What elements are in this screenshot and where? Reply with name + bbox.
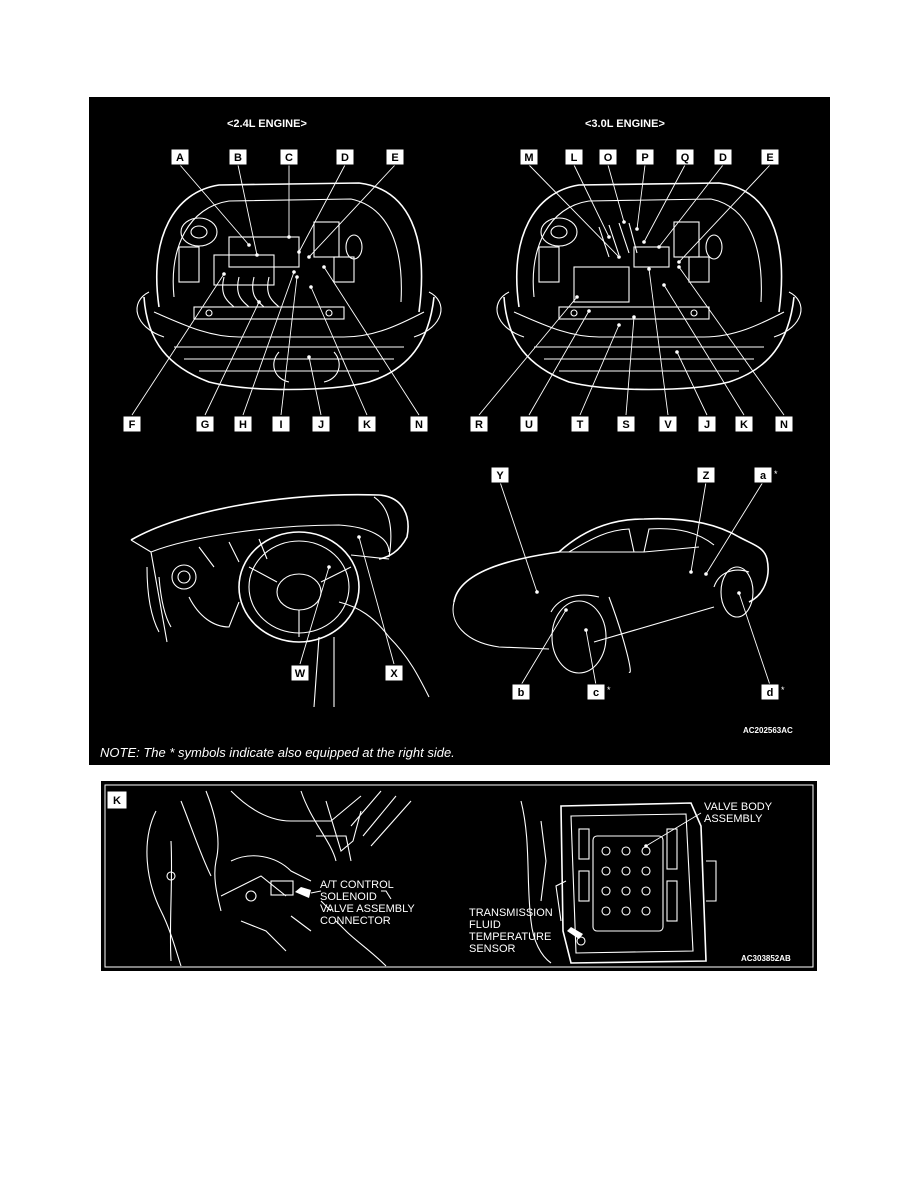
label-box-c [587,684,605,700]
label-box-K [358,416,376,432]
label-box-R [470,416,488,432]
sensor-label-line-2: FLUID [469,919,501,931]
label-box-Z [697,467,715,483]
valve-assembly-panel [101,781,817,971]
valve-body-label [704,801,775,825]
star-c: * [607,685,611,695]
sensor-label-line-4: SENSOR [469,943,516,955]
label-box-C [280,149,298,165]
svg-text:J: J [703,419,711,431]
labels-interior [291,665,403,681]
label-box-Q [676,149,694,165]
svg-text:M: M [524,152,534,164]
title-3-0l-engine: <3.0L ENGINE> [585,118,665,130]
label-box-I [272,416,290,432]
leaders-2-4l [132,165,419,415]
solenoid-label-line-1: A/T CONTROL [320,879,394,891]
svg-text:E: E [391,152,399,164]
label-box-H [234,416,252,432]
svg-text:E: E [766,152,774,164]
svg-text:Q: Q [680,152,690,164]
label-box-V [659,416,677,432]
label-box-E [386,149,404,165]
label-box-G [196,416,214,432]
star-a: * [774,469,778,479]
labels-3-0l-top [520,149,779,165]
figure-code-top: AC202563AC [743,726,793,735]
svg-text:L: L [570,152,578,164]
svg-text:G: G [200,419,210,431]
svg-text:R: R [475,419,483,431]
sensor-label-line-1: TRANSMISSION [469,907,553,919]
svg-text:c: c [592,687,600,699]
svg-text:K: K [363,419,371,431]
svg-text:D: D [341,152,349,164]
leaders-3-0l [479,165,784,415]
label-box-L [565,149,583,165]
label-box-E-3-0l [761,149,779,165]
valve-body-label-line-2: ASSEMBLY [704,813,763,825]
svg-text:F: F [128,419,136,431]
svg-text:S: S [622,419,630,431]
svg-text:H: H [239,419,247,431]
valve-body-leader [646,813,701,846]
valve-body-label-line-1: VALVE BODY [704,801,772,813]
svg-text:V: V [664,419,672,431]
car-side-view-drawing [453,519,768,673]
label-box-N [410,416,428,432]
svg-text:b: b [517,687,525,699]
svg-text:U: U [525,419,533,431]
svg-text:Y: Y [496,470,504,482]
label-box-P [636,149,654,165]
label-box-U [520,416,538,432]
label-box-F [123,416,141,432]
label-box-K-3-0l [735,416,753,432]
svg-text:J: J [317,419,325,431]
leaders-car [500,482,770,685]
valve-assembly-diagram [101,781,817,971]
svg-text:P: P [641,152,649,164]
svg-text:D: D [719,152,727,164]
label-box-d [761,684,779,700]
label-box-K-detail [107,791,127,809]
label-box-a [754,467,772,483]
solenoid-label-line-3: VALVE ASSEMBLY [320,903,415,915]
svg-text:B: B [234,152,242,164]
label-box-M [520,149,538,165]
svg-text:a: a [759,470,767,482]
component-location-diagram [89,97,830,765]
solenoid-label-line-2: SOLENOID [320,891,377,903]
svg-text:d: d [766,687,774,699]
figure-code-bottom: AC303852AB [741,954,791,963]
label-box-S [617,416,635,432]
title-2-4l-engine: <2.4L ENGINE> [227,118,307,130]
label-box-D-3-0l [714,149,732,165]
svg-text:W: W [294,668,306,680]
labels-2-4l-top [171,149,404,165]
sensor-label-line-3: TEMPERATURE [469,931,552,943]
engine-bay-3-0l-drawing [497,183,801,390]
label-box-N-3-0l [775,416,793,432]
labels-3-0l-bottom [470,416,793,432]
label-box-O [599,149,617,165]
solenoid-label [320,879,418,927]
label-box-J [312,416,330,432]
svg-text:C: C [285,152,293,164]
solenoid-pointer-arrow [295,887,311,898]
svg-text:O: O [603,152,613,164]
svg-text:K: K [740,419,748,431]
solenoid-label-line-4: CONNECTOR [320,915,391,927]
label-box-J-3-0l [698,416,716,432]
svg-text:N: N [415,419,423,431]
sensor-label [469,907,556,955]
svg-text:A: A [176,152,184,164]
svg-text:Z: Z [702,470,710,482]
label-box-A [171,149,189,165]
note-text: NOTE: The * symbols indicate also equipped at the right side. [100,745,455,760]
label-box-W [291,665,309,681]
svg-text:X: X [390,668,398,680]
label-box-X [385,665,403,681]
label-box-T [571,416,589,432]
component-location-panel [89,97,830,765]
label-box-D [336,149,354,165]
svg-text:I: I [279,419,283,431]
dashboard-drawing [131,495,429,707]
labels-2-4l-bottom [123,416,428,432]
svg-text:T: T [576,419,584,431]
label-box-b [512,684,530,700]
label-box-Y [491,467,509,483]
svg-text:N: N [780,419,788,431]
label-box-B [229,149,247,165]
svg-text:K: K [113,795,121,807]
star-d: * [781,685,785,695]
